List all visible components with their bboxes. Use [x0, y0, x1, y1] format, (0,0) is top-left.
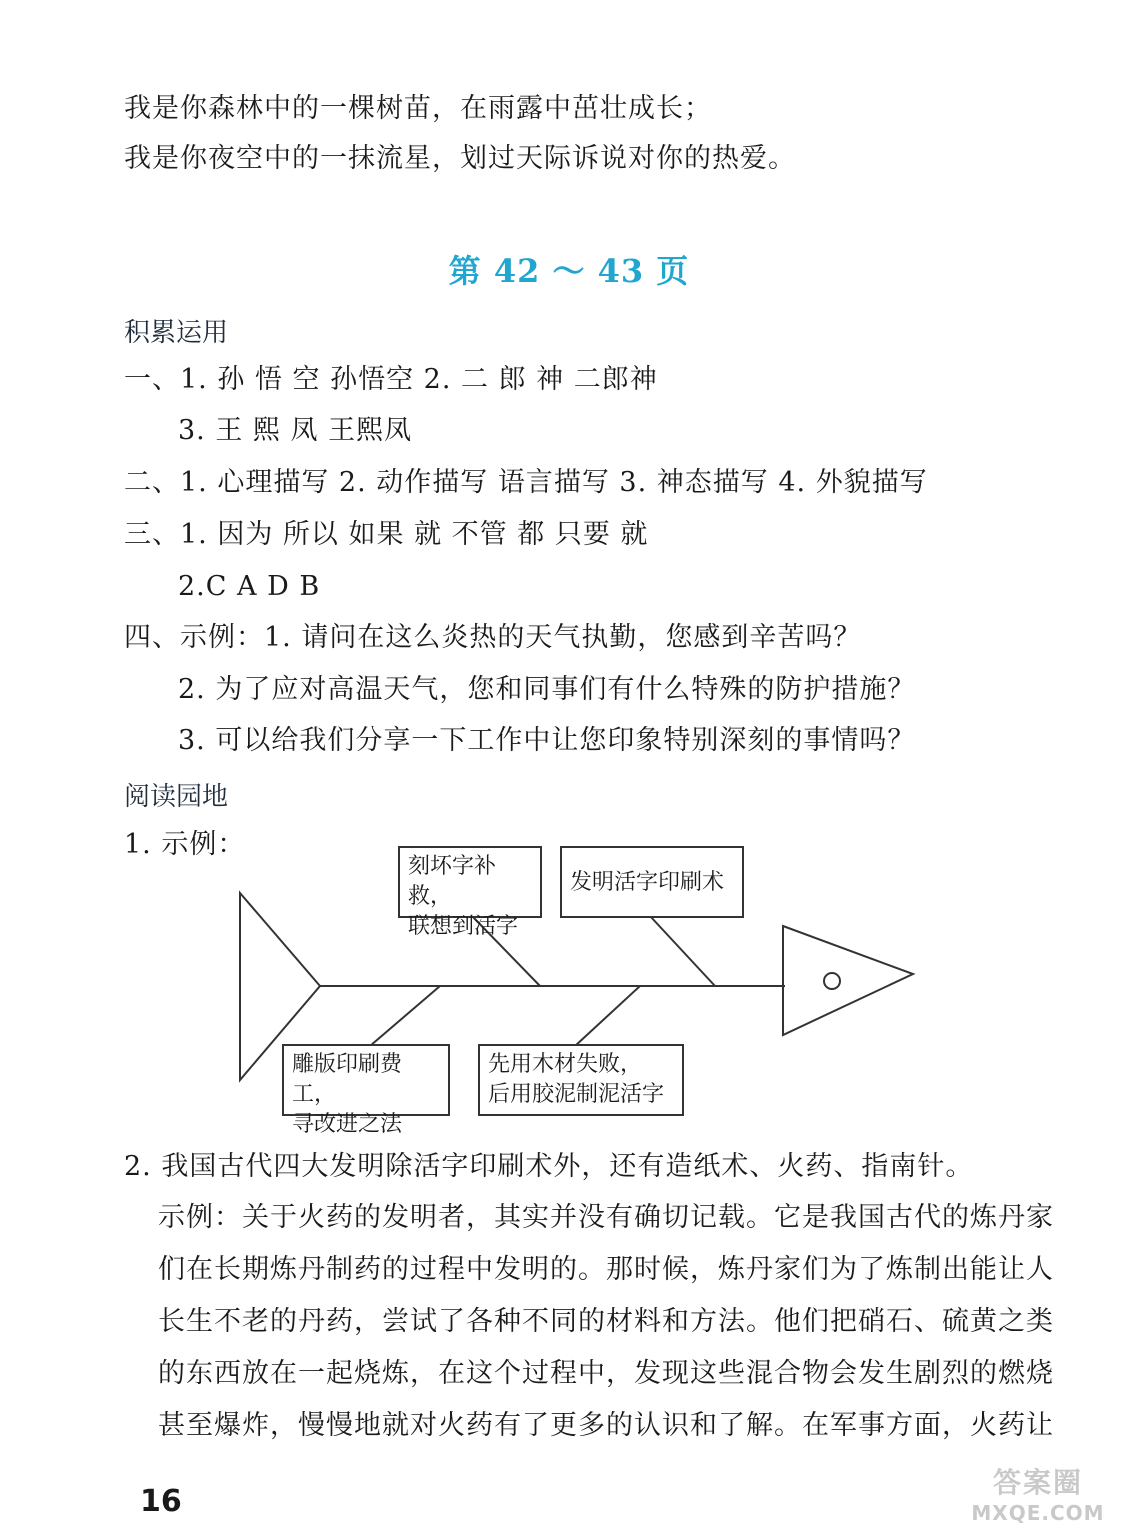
bone-bottom-2 [575, 986, 640, 1046]
box-bottom-1-line-2: 寻改进之法 [292, 1112, 403, 1137]
box-bottom-1-line-1: 雕版印刷费工， [292, 1052, 403, 1107]
fish-eye-icon [824, 973, 840, 989]
page-title: 第 42 ～ 43 页 [448, 252, 690, 290]
watermark-line-2: MXQE.COM [971, 1501, 1105, 1525]
fishbone-box-bottom-2 [478, 1044, 684, 1116]
box-top-1-line-1: 刻坏字补救， [408, 854, 497, 909]
fishbone-box-top-2 [560, 846, 744, 918]
fishbone-diagram [230, 840, 930, 1137]
item2-paragraph-line-4: 的东西放在一起烧炼，在这个过程中，发现这些混合物会发生剧烈的燃烧 [158, 1358, 1054, 1389]
box-bottom-2-line-1: 先用木材失败， [488, 1052, 643, 1077]
q4-line-1: 四、示例：1. 请问在这么炎热的天气执勤，您感到辛苦吗？ [124, 622, 862, 653]
item1-label: 1. 示例： [124, 829, 246, 860]
bone-bottom-1 [370, 986, 440, 1046]
intro-line-2: 我是你夜空中的一抹流星，划过天际诉说对你的热爱。 [124, 143, 796, 174]
section-heading-reading: 阅读园地 [124, 782, 229, 812]
q1-line-2: 3. 王 熙 凤 王熙凤 [178, 415, 413, 446]
page-number: 16 [140, 1484, 182, 1519]
fish-head-icon [783, 926, 913, 1035]
q1-line-1: 一、1. 孙 悟 空 孙悟空 2. 二 郎 神 二郎神 [124, 364, 658, 395]
box-top-2-line-1: 发明活字印刷术 [570, 870, 725, 895]
fishbone-box-top-1 [398, 846, 542, 939]
q3-line-2: 2.C A D B [178, 571, 321, 602]
q4-line-3: 3. 可以给我们分享一下工作中让您印象特别深刻的事情吗？ [178, 725, 916, 756]
fishbone-box-bottom-1 [282, 1044, 450, 1137]
bone-top-2 [650, 916, 715, 986]
box-top-1-line-2: 联想到活字 [408, 914, 519, 939]
q2-line: 二、1. 心理描写 2. 动作描写 语言描写 3. 神态描写 4. 外貌描写 [124, 467, 928, 498]
watermark-line-1: 答案圈 [992, 1466, 1083, 1499]
q3-line-1: 三、1. 因为 所以 如果 就 不管 都 只要 就 [124, 519, 649, 550]
item2-line-1: 2. 我国古代四大发明除活字印刷术外，还有造纸术、火药、指南针。 [124, 1151, 974, 1182]
q4-line-2: 2. 为了应对高温天气，您和同事们有什么特殊的防护措施？ [178, 674, 916, 705]
section-heading-accumulate: 积累运用 [124, 318, 229, 348]
watermark-logo [958, 1466, 1118, 1530]
box-bottom-2-line-2: 后用胶泥制泥活字 [488, 1082, 665, 1107]
intro-line-1: 我是你森林中的一棵树苗，在雨露中茁壮成长； [124, 93, 712, 124]
item2-paragraph-line-3: 长生不老的丹药，尝试了各种不同的材料和方法。他们把硝石、硫黄之类 [158, 1306, 1054, 1337]
item2-paragraph-line-2: 们在长期炼丹制药的过程中发明的。那时候，炼丹家们为了炼制出能让人 [158, 1254, 1054, 1285]
item2-paragraph-line-5: 甚至爆炸，慢慢地就对火药有了更多的认识和了解。在军事方面，火药让 [158, 1410, 1054, 1441]
item2-paragraph-line-1: 示例：关于火药的发明者，其实并没有确切记载。它是我国古代的炼丹家 [158, 1202, 1054, 1233]
